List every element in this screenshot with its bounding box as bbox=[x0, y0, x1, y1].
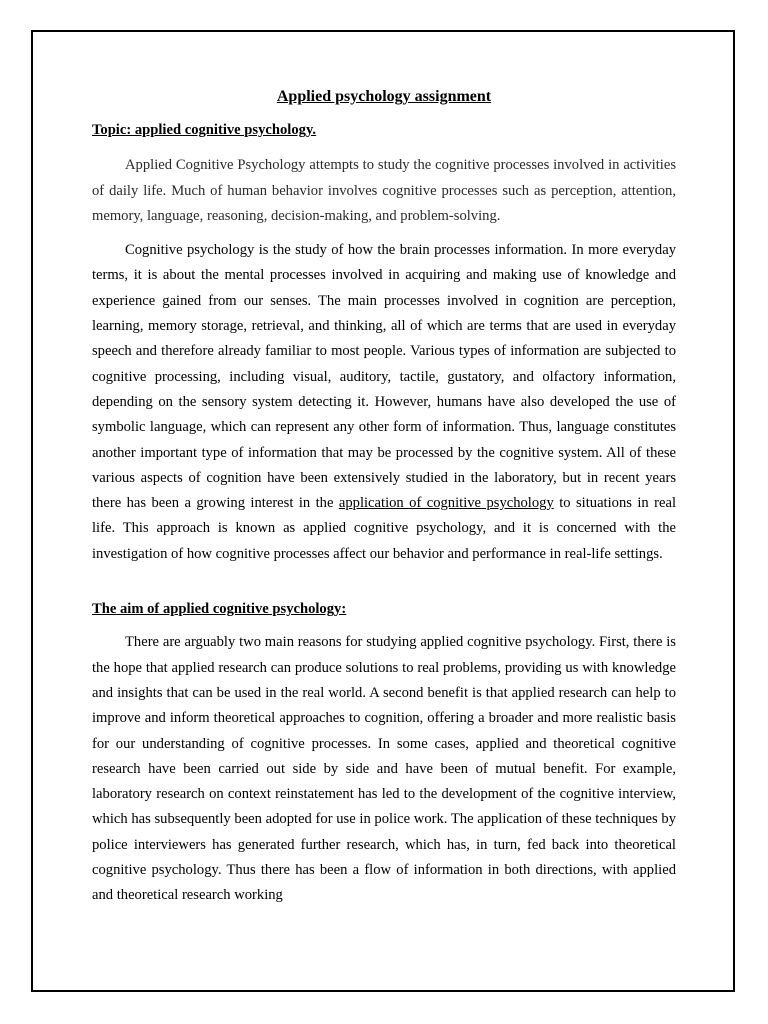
paragraph-intro: Applied Cognitive Psychology attempts to study the cognitive processes involved in activities of daily life. Much of human behavior involves cognitive processes such as perception, attention, memory, language, reasoning, decision-making, and problem-solving. bbox=[92, 157, 676, 224]
application-link[interactable]: application of cognitive psychology bbox=[338, 495, 554, 512]
document-body bbox=[92, 84, 676, 909]
paragraph-aim: There are arguably two main reasons for studying applied cognitive psychology. First, there is the hope that applied research can produce solutions to real problems, providing us with knowledge and insights that can be used in the real world. A second benefit is that applied research can help to improve and inform theoretical approaches to cognition, offering a broader and more realistic basis for our understanding of cognitive processes. In some cases, applied and theoretical cognitive research have been carried out side by side and have been of mutual benefit. For example, laboratory research on context reinstatement has led to the development of the cognitive interview, which has subsequently been adopted for use in police work. The application of these techniques by police interviewers has generated further research, which has, in turn, fed back into theoretical cognitive psychology. Thus there has been a flow of information in both directions, with applied and theoretical research working bbox=[92, 634, 676, 904]
paragraph-text-part1: Cognitive psychology is the study of how the brain processes information. In more everyday terms, it is about the mental processes involved in acquiring and making use of knowledge and experience gained from our senses. The main processes involved in cognition are perception, learning, memory storage, retrieval, and thinking, all of which are terms that are used in everyday speech and therefore already familiar to most people. Various types of information are subjected to cognitive processing, including visual, auditory, tactile, gustatory, and olfactory information, depending on the sensory system detecting it. However, humans have also developed the use of symbolic language, which can represent any other form of information. Thus, language constitutes another important type of information that may be processed by the cognitive system. All of these various aspects of cognition have been extensively studied in the laboratory, but in recent years there has been a growing interest in the bbox=[92, 242, 676, 512]
document-title: Applied psychology assignment bbox=[276, 88, 492, 105]
aim-heading: The aim of applied cognitive psychology: bbox=[92, 601, 347, 618]
paragraph-cognitive-psychology bbox=[92, 238, 676, 567]
paragraph-text-part2: to situations in real life. This approach is known as applied cognitive psychology, and it is concerned with the investigation of how cognitive processes affect our behavior and performance in real-life settings. bbox=[92, 495, 677, 562]
topic-heading: Topic: applied cognitive psychology. bbox=[92, 122, 317, 138]
